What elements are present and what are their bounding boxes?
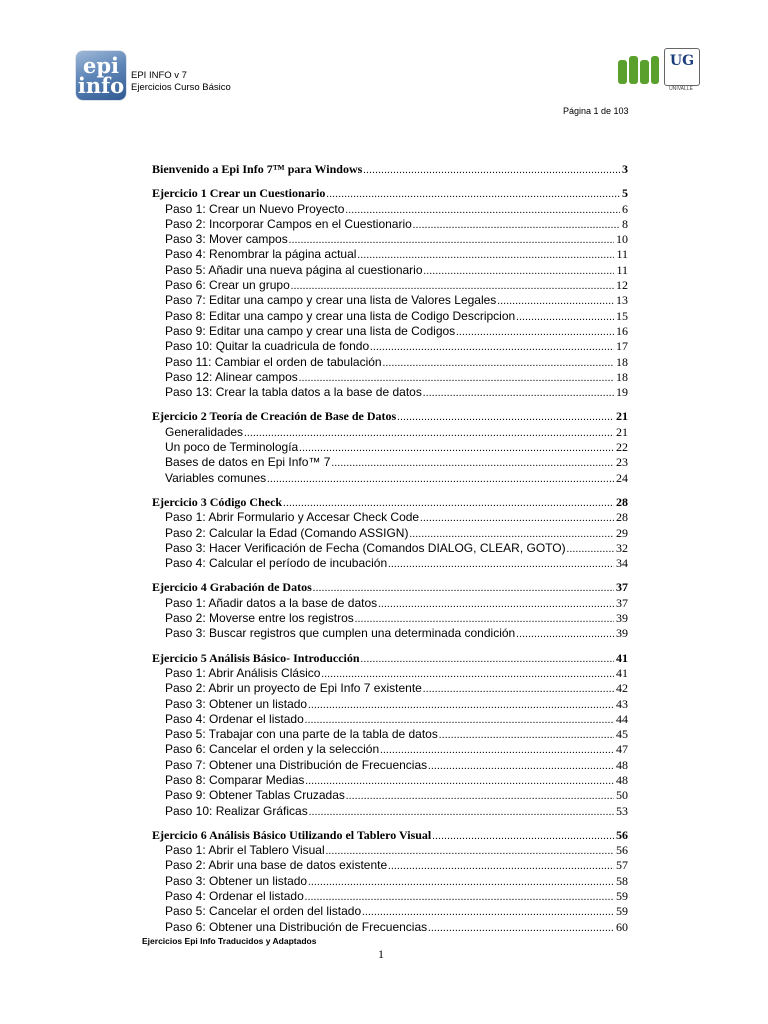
toc-entry-title: Paso 3: Mover campos [165,232,288,247]
dot-leader [424,263,615,279]
toc-step-entry[interactable] [152,425,628,440]
dot-leader [362,904,614,920]
toc-entry-title: Paso 1: Abrir Formulario y Accesar Check Code [165,510,420,525]
toc-step-entry[interactable] [152,526,628,541]
dot-leader [380,742,614,758]
dot-leader [388,556,614,572]
toc-step-entry[interactable] [152,681,628,696]
toc-entry-page: 6 [622,201,628,216]
toc-entry-title: Generalidades [165,424,244,439]
toc-step-entry[interactable] [152,804,628,819]
toc-entry-title: Paso 5: Trabajar con una parte de la tabla de datos [165,727,438,742]
footer-text: Ejercicios Epi Info Traducidos y Adaptados [142,936,317,946]
toc-chapter-entry[interactable] [152,162,628,177]
toc-entry-title: Ejercicio 1 Crear un Cuestionario [152,186,326,201]
dot-leader [346,788,614,804]
toc-step-entry[interactable] [152,370,628,385]
toc-step-entry[interactable] [152,773,628,788]
toc-entry-page: 34 [616,556,628,571]
dot-leader [305,773,614,789]
toc-entry-title: Ejercicio 3 Código Check [152,494,283,509]
toc-entry-title: Paso 8: Comparar Medias [165,772,305,787]
toc-entry-title: Paso 6: Crear un grupo [165,278,290,293]
dot-leader [428,758,614,774]
toc-entry-page: 32 [616,540,628,555]
toc-entry-page: 60 [616,919,628,934]
toc-entry-title: Paso 7: Obtener una Distribución de Frecuencias [165,757,428,772]
toc-step-entry[interactable] [152,263,628,278]
dot-leader [409,526,614,542]
app-title: EPI INFO v 7 [131,70,187,81]
toc-entry-title: Paso 10: Realizar Gráficas [165,803,308,818]
toc-step-entry[interactable] [152,385,628,400]
dot-leader [345,202,620,218]
dot-leader [397,409,614,425]
toc-entry-page: 47 [616,742,628,757]
table-of-contents [152,162,628,935]
toc-entry-page: 48 [616,757,628,772]
toc-entry-page: 11 [616,262,628,277]
toc-entry-page: 15 [616,308,628,323]
toc-entry-page: 37 [616,580,628,595]
green-institution-logo [616,56,660,86]
dot-leader [326,843,614,859]
dot-leader [516,309,614,325]
toc-entry-title: Ejercicio 2 Teoría de Creación de Base de Datos [152,409,397,424]
toc-entry-page: 42 [616,681,628,696]
document-subtitle: Ejercicios Curso Básico [131,82,231,93]
toc-entry-title: Paso 4: Calcular el período de incubación [165,556,388,571]
dot-leader [283,495,614,511]
toc-entry-title: Paso 1: Añadir datos a la base de datos [165,595,378,610]
toc-entry-page: 29 [616,525,628,540]
toc-step-entry[interactable] [152,541,628,556]
toc-entry-page: 39 [616,611,628,626]
toc-step-entry[interactable] [152,217,628,232]
dot-leader [321,666,614,682]
toc-chapter-entry[interactable] [152,828,628,843]
toc-entry-title: Paso 3: Obtener un listado [165,873,308,888]
toc-entry-title: Paso 9: Obtener Tablas Cruzadas [165,788,345,803]
dot-leader [361,651,614,667]
toc-step-entry[interactable] [152,712,628,727]
dot-leader [497,293,614,309]
dot-leader [370,339,614,355]
dot-leader [355,611,614,627]
dot-leader [456,324,614,340]
toc-step-entry[interactable] [152,697,628,712]
toc-entry-title: Paso 4: Ordenar el listado [165,889,304,904]
toc-entry-page: 56 [616,827,628,842]
toc-step-entry[interactable] [152,471,628,486]
toc-entry-page: 59 [616,889,628,904]
toc-entry-page: 41 [616,665,628,680]
toc-entry-page: 22 [616,440,628,455]
dot-leader [378,596,614,612]
toc-entry-page: 5 [622,186,628,201]
toc-step-entry[interactable] [152,278,628,293]
dot-leader [439,727,614,743]
toc-entry-page: 45 [616,727,628,742]
toc-entry-page: 28 [616,510,628,525]
toc-step-entry[interactable] [152,843,628,858]
toc-entry-title: Paso 3: Hacer Verificación de Fecha (Comandos DIALOG, CLEAR, GOTO) [165,540,566,555]
toc-entry-page: 50 [616,788,628,803]
toc-step-entry[interactable] [152,611,628,626]
toc-entry-title: Paso 6: Cancelar el orden y la selección [165,742,380,757]
toc-entry-title: Paso 3: Obtener un listado [165,696,308,711]
toc-entry-page: 53 [616,803,628,818]
toc-entry-title: Paso 11: Cambiar el orden de tabulación [165,354,382,369]
dot-leader [291,278,614,294]
toc-entry-page: 28 [616,494,628,509]
toc-entry-page: 24 [616,470,628,485]
toc-entry-title: Un poco de Terminología [165,440,299,455]
toc-entry-page: 21 [616,409,628,424]
dot-leader [299,440,614,456]
toc-chapter-entry[interactable] [152,409,628,424]
toc-entry-page: 59 [616,904,628,919]
toc-step-entry[interactable] [152,293,628,308]
toc-step-entry[interactable] [152,920,628,935]
toc-entry-page: 57 [616,858,628,873]
dot-leader [383,355,614,371]
toc-entry-title: Paso 2: Calcular la Edad (Comando ASSIGN) [165,525,409,540]
institution-logos [616,48,700,95]
logo-text-epi: epi [82,53,120,78]
dot-leader [363,162,620,178]
dot-leader [567,541,614,557]
toc-entry-title: Paso 9: Editar una campo y crear una lista de Codigos [165,323,456,338]
toc-step-entry[interactable] [152,742,628,757]
toc-chapter-entry[interactable] [152,495,628,510]
toc-entry-page: 48 [616,772,628,787]
toc-entry-page: 56 [616,843,628,858]
dot-leader [289,232,614,248]
dot-leader [420,510,614,526]
toc-entry-title: Paso 3: Buscar registros que cumplen una determinada condición [165,626,516,641]
dot-leader [313,580,614,596]
toc-step-entry[interactable] [152,247,628,262]
toc-step-entry[interactable] [152,874,628,889]
toc-entry-page: 3 [622,162,628,176]
toc-entry-title: Bases de datos en Epi Info™ 7 [165,455,331,470]
dot-leader [299,370,614,386]
epi-info-logo [76,51,126,100]
toc-entry-title: Ejercicio 6 Análisis Básico Utilizando el Tablero Visual [152,827,432,842]
toc-entry-title: Paso 2: Abrir una base de datos existente [165,858,388,873]
dot-leader [432,828,614,844]
toc-entry-page: 10 [616,232,628,247]
toc-step-entry[interactable] [152,324,628,339]
dot-leader [423,681,614,697]
toc-entry-page: 18 [616,369,628,384]
toc-entry-page: 11 [616,247,628,262]
toc-step-entry[interactable] [152,666,628,681]
toc-entry-page: 16 [616,323,628,338]
toc-step-entry[interactable] [152,904,628,919]
dot-leader [413,217,620,233]
dot-leader [305,889,614,905]
toc-entry-title: Paso 8: Editar una campo y crear una lista de Codigo Descripcion [165,308,516,323]
toc-step-entry[interactable] [152,596,628,611]
toc-step-entry[interactable] [152,455,628,470]
dot-leader [428,920,614,936]
toc-entry-page: 18 [616,354,628,369]
toc-entry-title: Paso 4: Renombrar la página actual [165,247,357,262]
university-seal: UG [664,48,700,86]
toc-entry-page: 58 [616,873,628,888]
dot-leader [309,804,614,820]
toc-entry-title: Paso 13: Crear la tabla datos a la base de datos [165,385,422,400]
toc-entry-title: Paso 5: Añadir una nueva página al cuestionario [165,262,423,277]
dot-leader [308,697,614,713]
toc-chapter-entry[interactable] [152,186,628,201]
toc-entry-title: Paso 2: Incorporar Campos en el Cuestionario [165,216,412,231]
toc-step-entry[interactable] [152,355,628,370]
dot-leader [267,471,614,487]
toc-entry-page: 13 [616,293,628,308]
toc-entry-page: 41 [616,650,628,665]
toc-entry-title: Paso 2: Moverse entre los registros [165,611,354,626]
toc-step-entry[interactable] [152,440,628,455]
toc-step-entry[interactable] [152,858,628,873]
dot-leader [331,455,614,471]
toc-entry-page: 12 [616,278,628,293]
toc-step-entry[interactable] [152,626,628,641]
toc-entry-title: Ejercicio 4 Grabación de Datos [152,580,312,595]
toc-entry-page: 8 [622,216,628,231]
toc-step-entry[interactable] [152,758,628,773]
toc-entry-page: 21 [616,424,628,439]
toc-entry-title: Bienvenido a Epi Info 7™ para Windows [152,162,363,176]
dot-leader [305,712,614,728]
toc-entry-page: 39 [616,626,628,641]
toc-entry-title: Paso 12: Alinear campos [165,369,298,384]
toc-entry-title: Paso 1: Abrir Análisis Clásico [165,665,321,680]
toc-entry-title: Paso 1: Abrir el Tablero Visual [165,843,325,858]
toc-entry-title: Ejercicio 5 Análisis Básico- Introducción [152,650,360,665]
toc-entry-page: 19 [616,385,628,400]
toc-chapter-entry[interactable] [152,580,628,595]
toc-step-entry[interactable] [152,510,628,525]
toc-entry-title: Paso 2: Abrir un proyecto de Epi Info 7 existente [165,681,422,696]
toc-entry-title: Paso 5: Cancelar el orden del listado [165,904,362,919]
toc-entry-title: Paso 10: Quitar la cuadricula de fondo [165,339,370,354]
toc-chapter-entry[interactable] [152,651,628,666]
logo-text-info: info [77,73,125,98]
toc-step-entry[interactable] [152,727,628,742]
toc-entry-title: Paso 1: Crear un Nuevo Proyecto [165,201,345,216]
page-number: 1 [378,947,384,961]
dot-leader [516,626,614,642]
dot-leader [244,425,614,441]
dot-leader [423,385,614,401]
toc-entry-title: Paso 6: Obtener una Distribución de Frecuencias [165,919,428,934]
toc-entry-page: 44 [616,711,628,726]
toc-step-entry[interactable] [152,556,628,571]
dot-leader [308,874,614,890]
toc-step-entry[interactable] [152,889,628,904]
university-name-mark: UNIVALLE [669,86,693,92]
toc-step-entry[interactable] [152,232,628,247]
toc-entry-page: 23 [616,455,628,470]
dot-leader [357,247,614,263]
dot-leader [388,858,614,874]
toc-step-entry[interactable] [152,788,628,803]
dot-leader [326,186,620,202]
toc-step-entry[interactable] [152,202,628,217]
toc-entry-page: 37 [616,595,628,610]
toc-entry-page: 17 [616,339,628,354]
page-indicator: Página 1 de 103 [563,106,629,116]
toc-entry-title: Variables comunes [165,470,267,485]
toc-entry-title: Paso 4: Ordenar el listado [165,711,304,726]
toc-step-entry[interactable] [152,339,628,354]
toc-entry-page: 43 [616,696,628,711]
toc-entry-title: Paso 7: Editar una campo y crear una lista de Valores Legales [165,293,497,308]
toc-step-entry[interactable] [152,309,628,324]
